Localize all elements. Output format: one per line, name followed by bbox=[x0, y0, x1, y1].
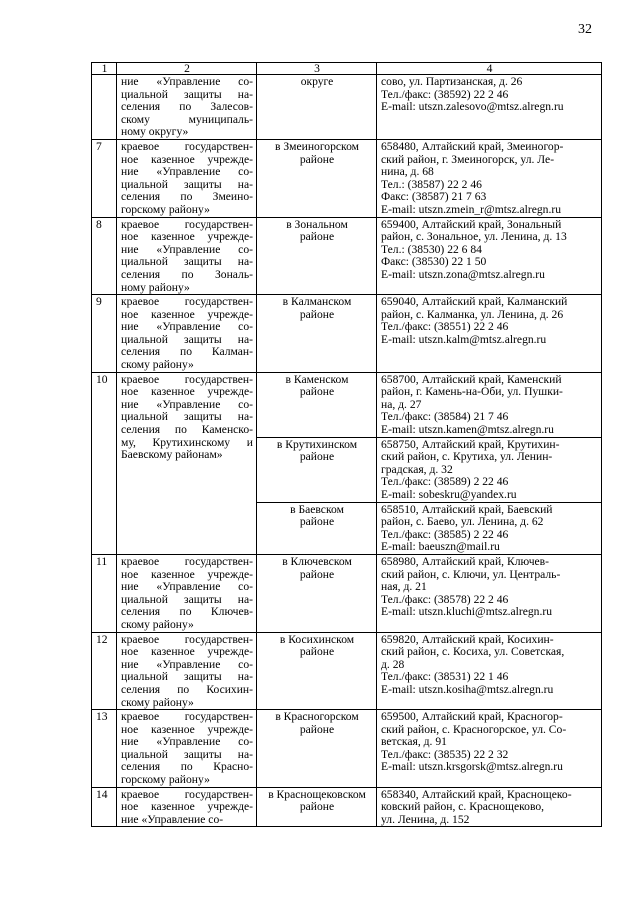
row-number: 7 bbox=[92, 139, 117, 217]
text-line: 658340, Алтайский край, Краснощеко- bbox=[381, 788, 572, 801]
text-line: районе bbox=[299, 308, 335, 321]
text-line: ние «Управление со- bbox=[121, 76, 253, 88]
text-line: Тел./факс: (38531) 22 1 46 bbox=[381, 671, 509, 684]
text-line: районе bbox=[299, 568, 335, 581]
text-line: 658480, Алтайский край, Змеиногор- bbox=[381, 140, 564, 153]
page-number: 32 bbox=[578, 22, 592, 37]
text-line: ное казенное учрежде- bbox=[121, 386, 253, 399]
text-line: ное казенное учрежде- bbox=[121, 723, 253, 736]
institution-name bbox=[117, 217, 257, 295]
text-line: скому муниципаль- bbox=[121, 113, 253, 126]
text-line: E-mail: sobeskru@yandex.ru bbox=[381, 489, 517, 501]
text-line: селения по Змеино- bbox=[121, 191, 253, 204]
text-line: в Краснощековском bbox=[268, 788, 366, 801]
text-line: сово, ул. Партизанская, д. 26 bbox=[381, 76, 523, 88]
contact-address bbox=[377, 75, 602, 140]
text-line: ский район, с. Косиха, ул. Советская, bbox=[381, 646, 565, 659]
text-line: ное казенное учрежде- bbox=[121, 231, 253, 244]
text-line: E-mail: utszn.kluchi@mtsz.alregn.ru bbox=[381, 606, 553, 619]
header-cell: 3 bbox=[257, 63, 377, 75]
text-line: в Баевском bbox=[290, 503, 344, 516]
text-line: район, с. Калманка, ул. Ленина, д. 26 bbox=[381, 308, 564, 321]
contact-address bbox=[377, 217, 602, 295]
text-line: Тел./факс: (38551) 22 2 46 bbox=[381, 321, 509, 334]
text-line: ние «Управление со- bbox=[121, 813, 224, 826]
text-line: районе bbox=[299, 646, 335, 659]
text-line: ному округу» bbox=[121, 126, 189, 139]
row-number: 13 bbox=[92, 710, 117, 788]
institutions-table bbox=[91, 62, 602, 827]
text-line: селения по Залесов- bbox=[121, 101, 253, 114]
text-line: район, с. Баево, ул. Ленина, д. 62 bbox=[381, 516, 544, 529]
text-line: краевое государствен- bbox=[121, 633, 253, 646]
text-line: ное казенное учрежде- bbox=[121, 801, 253, 814]
text-line: ние «Управление со- bbox=[121, 658, 253, 671]
text-line: районе bbox=[299, 801, 335, 814]
text-line: E-mail: utszn.kamen@mtsz.alregn.ru bbox=[381, 424, 554, 437]
table-row bbox=[92, 295, 602, 373]
text-line: циальной защиты на- bbox=[121, 256, 253, 269]
contact-address bbox=[377, 437, 602, 502]
text-line: ние «Управление со- bbox=[121, 398, 253, 411]
institution-name bbox=[117, 710, 257, 788]
text-line: циальной защиты на- bbox=[121, 333, 253, 346]
table-row bbox=[92, 554, 602, 632]
text-line: E-mail: utszn.zmein_r@mtsz.alregn.ru bbox=[381, 203, 562, 216]
text-line: 659500, Алтайский край, Красногор- bbox=[381, 711, 563, 724]
text-line: ному району» bbox=[121, 281, 190, 294]
text-line: Баевскому районам» bbox=[121, 449, 223, 462]
text-line: E-mail: baeuszn@mail.ru bbox=[381, 541, 500, 554]
institution-name bbox=[117, 139, 257, 217]
text-line: градская, д. 32 bbox=[381, 463, 453, 476]
institution-name bbox=[117, 372, 257, 554]
institution-name bbox=[117, 554, 257, 632]
text-line: районе bbox=[299, 153, 335, 166]
row-number: 14 bbox=[92, 787, 117, 827]
text-line: 658700, Алтайский край, Каменский bbox=[381, 373, 562, 386]
text-line: ский район, с. Крутиха, ул. Ленин- bbox=[381, 451, 553, 464]
table-row bbox=[92, 710, 602, 788]
text-line: ное казенное учрежде- bbox=[121, 308, 253, 321]
contact-address bbox=[377, 632, 602, 710]
text-line: в Калманском bbox=[282, 296, 352, 309]
text-line: районе bbox=[299, 723, 335, 736]
text-line: ние «Управление со- bbox=[121, 243, 253, 256]
institution-name bbox=[117, 75, 257, 140]
text-line: Тел.: (38587) 22 2 46 bbox=[381, 178, 482, 191]
text-line: скому району» bbox=[121, 696, 194, 709]
row-number: 10 bbox=[92, 372, 117, 554]
text-line: районе bbox=[299, 451, 335, 464]
text-line: циальной защиты на- bbox=[121, 88, 253, 101]
table-row bbox=[92, 372, 602, 437]
district-location bbox=[257, 372, 377, 437]
text-line: ное казенное учрежде- bbox=[121, 646, 253, 659]
text-line: скому району» bbox=[121, 359, 194, 372]
text-line: 659040, Алтайский край, Калманский bbox=[381, 296, 568, 309]
table-row bbox=[92, 787, 602, 827]
district-location bbox=[257, 217, 377, 295]
text-line: ние «Управление со- bbox=[121, 166, 253, 179]
row-number: 11 bbox=[92, 554, 117, 632]
text-line: район, г. Камень-на-Оби, ул. Пушки- bbox=[381, 386, 563, 399]
text-line: краевое государствен- bbox=[121, 788, 253, 801]
text-line: 659400, Алтайский край, Зональный bbox=[381, 218, 562, 231]
text-line: циальной защиты на- bbox=[121, 593, 253, 606]
text-line: краевое государствен- bbox=[121, 218, 253, 231]
text-line: E-mail: utszn.kalm@mtsz.alregn.ru bbox=[381, 333, 547, 346]
text-line: ние «Управление со- bbox=[121, 736, 253, 749]
table-row bbox=[92, 217, 602, 295]
text-line: на, д. 27 bbox=[381, 398, 422, 411]
text-line: селения по Красно- bbox=[121, 761, 253, 774]
text-line: Факс: (38530) 22 1 50 bbox=[381, 256, 487, 269]
text-line: E-mail: utszn.kosiha@mtsz.alregn.ru bbox=[381, 683, 554, 696]
text-line: нина, д. 68 bbox=[381, 166, 434, 179]
text-line: ная, д. 21 bbox=[381, 581, 427, 594]
text-line: д. 28 bbox=[381, 658, 405, 671]
text-line: му, Крутихинскому и bbox=[121, 436, 253, 449]
text-line: в Ключевском bbox=[282, 555, 352, 568]
text-line: 658980, Алтайский край, Ключев- bbox=[381, 555, 550, 568]
text-line: 658510, Алтайский край, Баевский bbox=[381, 503, 553, 516]
text-line: Тел./факс: (38589) 2 22 46 bbox=[381, 476, 509, 489]
district-location bbox=[257, 437, 377, 502]
text-line: скому району» bbox=[121, 618, 194, 631]
table-row bbox=[92, 632, 602, 710]
text-line: 658750, Алтайский край, Крутихин- bbox=[381, 438, 560, 451]
contact-address bbox=[377, 139, 602, 217]
table-header-row bbox=[92, 63, 602, 75]
text-line: горскому району» bbox=[121, 774, 210, 787]
text-line: селения по Калман- bbox=[121, 346, 253, 359]
text-line: Тел./факс: (38578) 22 2 46 bbox=[381, 593, 509, 606]
text-line: ное казенное учрежде- bbox=[121, 153, 253, 166]
district-location bbox=[257, 554, 377, 632]
text-line: в Зональном bbox=[286, 218, 348, 231]
row-number: 8 bbox=[92, 217, 117, 295]
text-line: E-mail: utszn.krsgorsk@mtsz.alregn.ru bbox=[381, 761, 563, 774]
text-line: селения по Косихин- bbox=[121, 683, 253, 696]
text-line: районе bbox=[299, 231, 335, 244]
text-line: в Змеиногорском bbox=[274, 140, 360, 153]
text-line: ский район, г. Змеиногорск, ул. Ле- bbox=[381, 153, 555, 166]
text-line: краевое государствен- bbox=[121, 296, 253, 309]
text-line: ский район, с. Красногорское, ул. Со- bbox=[381, 723, 567, 736]
row-number bbox=[92, 75, 117, 140]
district-location bbox=[257, 502, 377, 554]
text-line: краевое государствен- bbox=[121, 711, 253, 724]
text-line: районе bbox=[299, 516, 335, 529]
text-line: Тел.: (38530) 22 6 84 bbox=[381, 243, 482, 256]
text-line: район, с. Зональное, ул. Ленина, д. 13 bbox=[381, 231, 567, 244]
text-line: ное казенное учрежде- bbox=[121, 568, 253, 581]
text-line: в Крутихинском bbox=[276, 438, 358, 451]
text-line: округе bbox=[300, 76, 334, 88]
text-line: циальной защиты на- bbox=[121, 411, 253, 424]
text-line: циальной защиты на- bbox=[121, 671, 253, 684]
contact-address bbox=[377, 502, 602, 554]
contact-address bbox=[377, 372, 602, 437]
text-line: в Красногорском bbox=[275, 711, 359, 724]
text-line: в Каменском bbox=[285, 373, 349, 386]
header-cell: 4 bbox=[377, 63, 602, 75]
text-line: ние «Управление со- bbox=[121, 581, 253, 594]
row-number: 9 bbox=[92, 295, 117, 373]
district-location bbox=[257, 787, 377, 827]
district-location bbox=[257, 632, 377, 710]
text-line: Факс: (38587) 21 7 63 bbox=[381, 191, 487, 204]
text-line: краевое государствен- bbox=[121, 373, 253, 386]
text-line: селения по Каменско- bbox=[121, 424, 253, 437]
table-row bbox=[92, 75, 602, 140]
contact-address bbox=[377, 554, 602, 632]
text-line: в Косихинском bbox=[279, 633, 355, 646]
text-line: горскому району» bbox=[121, 203, 210, 216]
institution-name bbox=[117, 295, 257, 373]
text-line: Тел./факс: (38592) 22 2 46 bbox=[381, 88, 509, 101]
district-location bbox=[257, 75, 377, 140]
contact-address bbox=[377, 787, 602, 827]
header-cell: 1 bbox=[92, 63, 117, 75]
text-line: циальной защиты на- bbox=[121, 178, 253, 191]
text-line: районе bbox=[299, 386, 335, 399]
header-cell: 2 bbox=[117, 63, 257, 75]
text-line: циальной защиты на- bbox=[121, 748, 253, 761]
text-line: E-mail: utszn.zalesovo@mtsz.alregn.ru bbox=[381, 101, 564, 114]
district-location bbox=[257, 295, 377, 373]
text-line: ние «Управление со- bbox=[121, 321, 253, 334]
text-line: 659820, Алтайский край, Косихин- bbox=[381, 633, 554, 646]
text-line: Тел./факс: (38584) 21 7 46 bbox=[381, 411, 509, 424]
contact-address bbox=[377, 710, 602, 788]
text-line: селения по Зональ- bbox=[121, 268, 253, 281]
table-row bbox=[92, 139, 602, 217]
text-line: Тел./факс: (38585) 2 22 46 bbox=[381, 528, 509, 541]
text-line: ветская, д. 91 bbox=[381, 736, 447, 749]
contact-address bbox=[377, 295, 602, 373]
text-line: ский район, с. Ключи, ул. Централь- bbox=[381, 568, 561, 581]
institution-name bbox=[117, 787, 257, 827]
text-line: селения по Ключев- bbox=[121, 606, 253, 619]
institution-name bbox=[117, 632, 257, 710]
text-line: ул. Ленина, д. 152 bbox=[381, 813, 470, 826]
district-location bbox=[257, 710, 377, 788]
district-location bbox=[257, 139, 377, 217]
row-number: 12 bbox=[92, 632, 117, 710]
text-line: ковский район, с. Краснощеково, bbox=[381, 801, 545, 814]
text-line: E-mail: utszn.zona@mtsz.alregn.ru bbox=[381, 268, 545, 281]
text-line: Тел./факс: (38535) 22 2 32 bbox=[381, 748, 509, 761]
text-line: краевое государствен- bbox=[121, 140, 253, 153]
text-line: краевое государствен- bbox=[121, 555, 253, 568]
